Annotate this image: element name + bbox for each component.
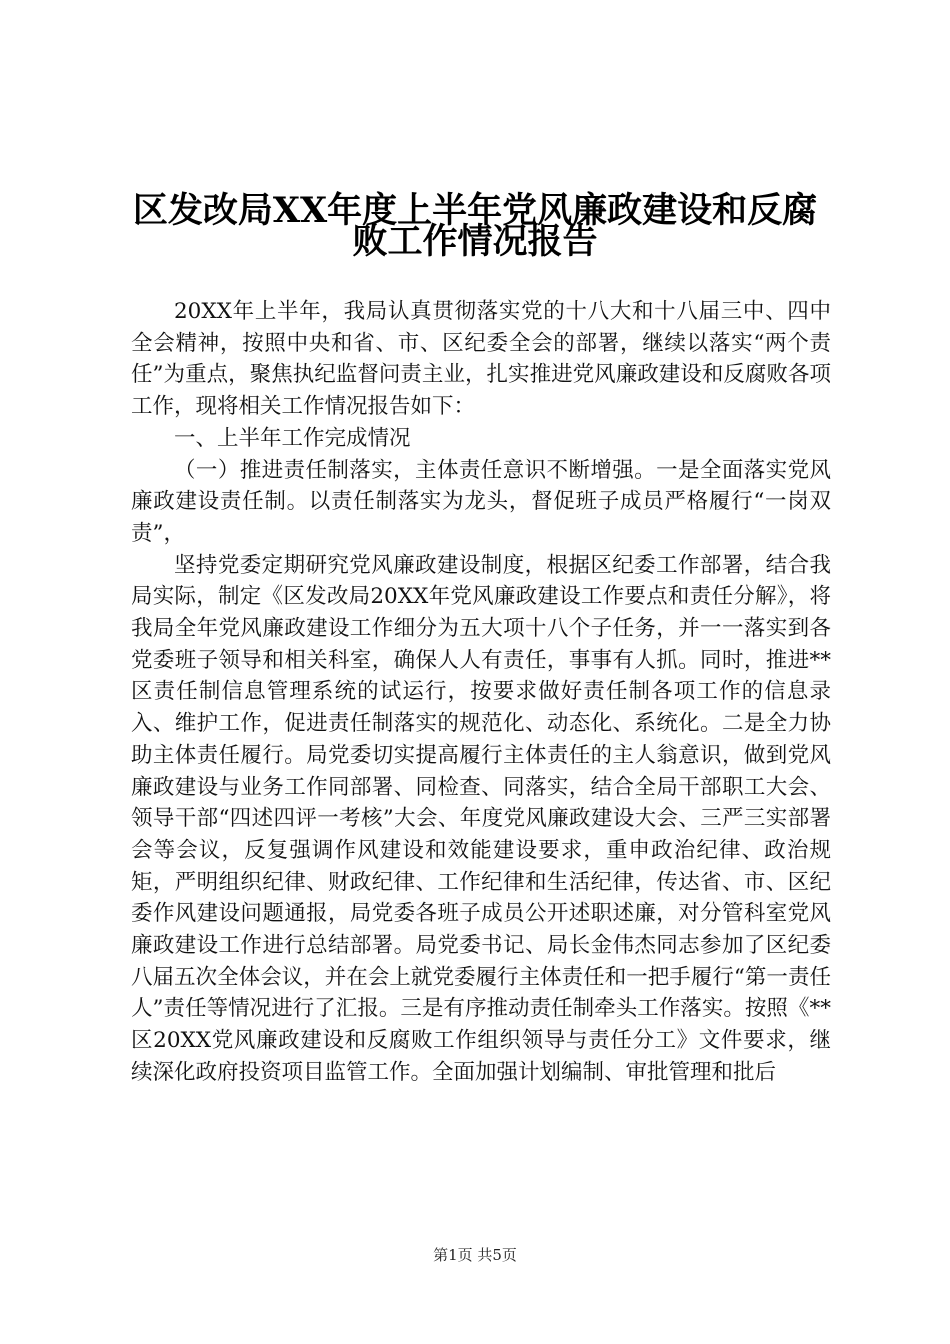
section-heading: 一、上半年工作完成情况 — [174, 425, 411, 451]
paragraph-subsection-1: （一）推进责任制落实，主体责任意识不断增强。一是全面落实党风廉政建设责任制。以责任制落实为龙头，督促班子成员严格履行“一岗双责”， — [131, 457, 831, 546]
page-footer: 第1页 共5页 — [433, 1246, 517, 1264]
paragraph-main: 坚持党委定期研究党风廉政建设制度，根据区纪委工作部署，结合我局实际，制定《区发改局20XX年党风廉政建设工作要点和责任分解》，将我局全年党风廉政建设工作细分为五大项十八个子任务，并一一落实到各党委班子领导和相关科室，确保人人有责任，事事有人抓。同时，推进**区责任制信息管理系统的试运行，按要求做好责任制各项工作的信息录入、维护工作，促进责任制落实的规范化、动态化、系统化。二是全力协助主体责任履行。局党委切实提高履行主体责任的主人翁意识，做到党风廉政建设与业务工作同部署、同检查、同落实，结合全局干部职工大会、领导干部“四述四评一考核”大会、年度党风廉政建设大会、三严三实部署会等会议，反复强调作风建设和效能建设要求，重申政治纪律、政治规矩，严明组织纪律、财政纪律、工作纪律和生活纪律，传达省、市、区纪委作风建设问题通报，局党委各班子成员公开述职述廉，对分管科室党风廉政建设工作进行总结部署。局党委书记、局长金伟杰同志参加了区纪委八届五次全体会议，并在会上就党委履行主体责任和一把手履行“第一责任人”责任等情况进行了汇报。三是有序推动责任制牵头工作落实。按照《**区20XX党风廉政建设和反腐败工作组织领导与责任分工》文件要求，继续深化政府投资项目监管工作。全面加强计划编制、审批管理和批后 — [131, 552, 831, 1085]
title-line-1: 区发改局XX年度上半年党风廉政建设和反腐 — [132, 190, 818, 231]
document-body — [131, 296, 831, 1089]
title-line-2: 败工作情况报告 — [352, 221, 598, 262]
paragraph-intro: 20XX年上半年，我局认真贯彻落实党的十八大和十八届三中、四中全会精神，按照中央和省、市、区纪委全会的部署，继续以落实“两个责任”为重点，聚焦执纪监督问责主业，扎实推进党风廉政建设和反腐败各项工作，现将相关工作情况报告如下： — [131, 299, 831, 420]
